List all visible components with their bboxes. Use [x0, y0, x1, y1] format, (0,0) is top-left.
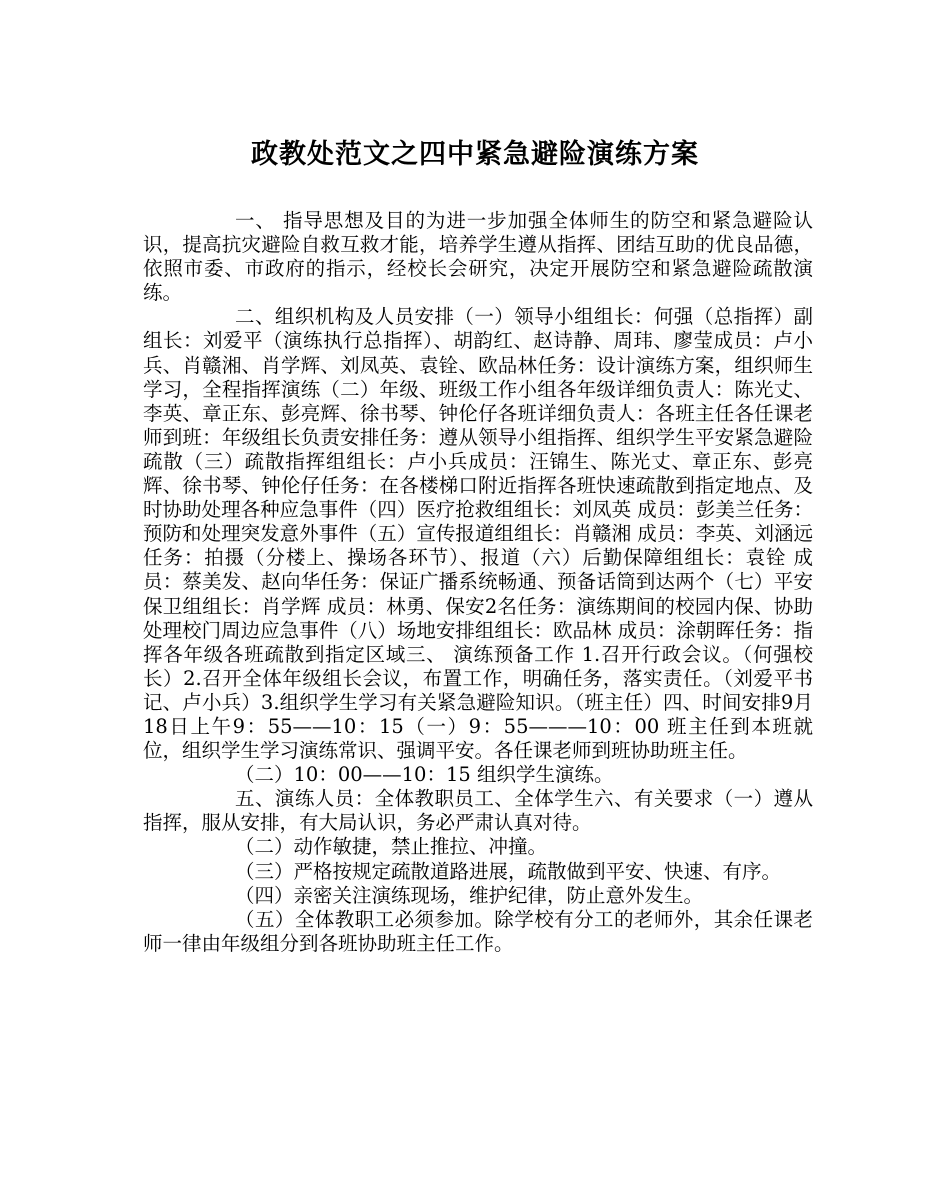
- document-body: [143, 209, 813, 956]
- paragraph-requirement-4: （四）亲密关注演练现场，维护纪律，防止意外发生。: [235, 883, 704, 907]
- paragraph-guiding-principles: 一、 指导思想及目的为进一步加强全体师生的防空和紧急避险认识，提高抗灾避险自救互救才能，培养学生遵从指挥、团结互助的优良品德，依照市委、市政府的指示，经校长会研究，决定开展防空和紧急避险疏散演练。: [143, 209, 813, 305]
- paragraph-organization: 二、组织机构及人员安排（一）领导小组组长：何强（总指挥）副组长：刘爱平（演练执行总指挥）、胡韵红、赵诗静、周玮、廖莹成员：卢小兵、肖赣湘、肖学辉、刘凤英、袁铨、欧品林任务：设计演练方案，组织师生学习，全程指挥演练（二）年级、班级工作小组各年级详细负责人：陈光丈、李英、章正东、彭亮辉、徐书琴、钟伦仔各班详细负责人：各班主任各任课老师到班：年级组长负责安排任务：遵从领导小组指挥、组织学生平安紧急避险疏散（三）疏散指挥组组长：卢小兵成员：汪锦生、陈光丈、章正东、彭亮辉、徐书琴、钟伦仔任务：在各楼梯口附近指挥各班快速疏散到指定地点、及时协助处理各种应急事件（四）医疗抢救组组长：刘凤英 成员：彭美兰任务：预防和处理突发意外事件（五）宣传报道组组长：肖赣湘 成员：李英、刘涵远任务：拍摄（分楼上、操场各环节）、报道（六）后勤保障组组长：袁铨 成员：蔡美发、赵向华任务：保证广播系统畅通、预备话筒到达两个（七）平安保卫组组长：肖学辉 成员：林勇、保安2名任务：演练期间的校园内保、协助处理校门周边应急事件（八）场地安排组组长：欧品林 成员：涂朝晖任务：指挥各年级各班疏散到指定区域三、 演练预备工作 1.召开行政会议。（何强校长）2.召开全体年级组长会议，布置工作，明确任务，落实责任。（刘爱平书记、卢小兵）3.组织学生学习有关紧急避险知识。（班主任）四、时间安排9月18日上午9：55——10：15（一）9：55———10：00 班主任到本班就位，组织学生学习演练常识、强调平安。各任课老师到班协助班主任。: [143, 305, 813, 763]
- paragraph-schedule-2: （二）10：00——10：15 组织学生演练。: [235, 763, 614, 787]
- paragraph-requirements: 五、演练人员：全体教职员工、全体学生六、有关要求（一）遵从指挥，服从安排，有大局认识，务必严肃认真对待。: [143, 787, 813, 835]
- paragraph-requirement-2: （二）动作敏捷，禁止推拉、冲撞。: [235, 835, 548, 859]
- paragraph-requirement-5: （五）全体教职工必须参加。除学校有分工的老师外，其余任课老师一律由年级组分到各班协助班主任工作。: [143, 907, 813, 955]
- paragraph-requirement-3: （三）严格按规定疏散道路进展，疏散做到平安、快速、有序。: [235, 859, 782, 883]
- page-title: 政教处范文之四中紧急避险演练方案: [251, 139, 699, 170]
